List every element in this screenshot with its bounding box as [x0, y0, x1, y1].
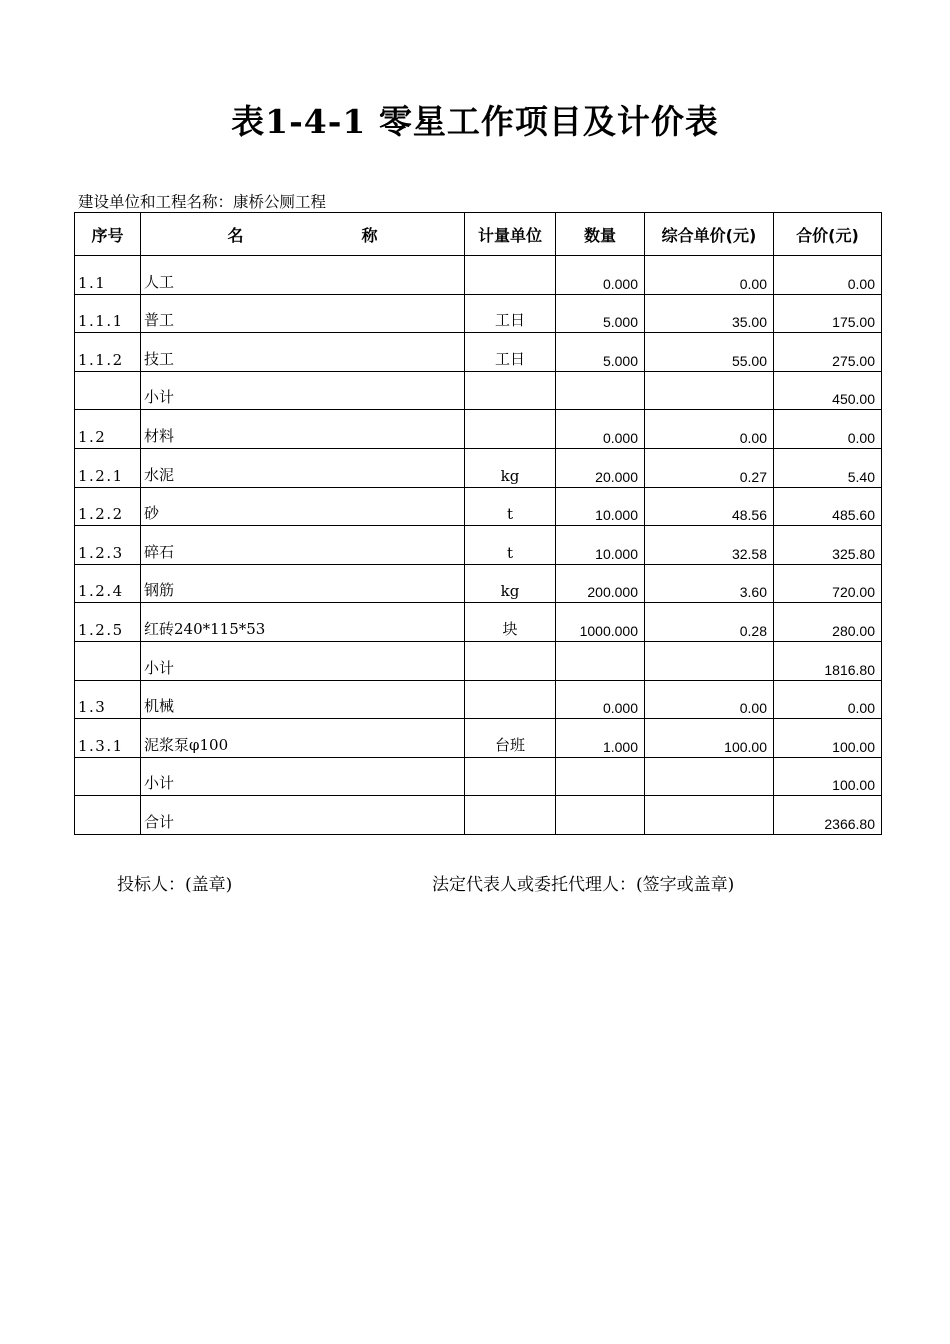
table-row [75, 410, 882, 449]
header-name-right: 称 [361, 225, 378, 245]
cell-unit [465, 757, 556, 796]
cell-name: 技工 [141, 333, 465, 372]
cell-name: 机械 [141, 680, 465, 719]
cell-price: 0.28 [645, 603, 774, 642]
cell-price: 0.27 [645, 448, 774, 487]
cell-total: 2366.80 [774, 796, 882, 835]
cell-qty: 0.000 [556, 410, 645, 449]
cell-qty [556, 796, 645, 835]
cell-price: 48.56 [645, 487, 774, 526]
cell-qty: 5.000 [556, 294, 645, 333]
cell-total: 450.00 [774, 371, 882, 410]
cell-price: 3.60 [645, 564, 774, 603]
cell-total: 100.00 [774, 757, 882, 796]
table-row [75, 603, 882, 642]
cell-name: 红砖240*115*53 [141, 603, 465, 642]
cell-total: 0.00 [774, 680, 882, 719]
cell-total: 325.80 [774, 526, 882, 565]
cell-name: 小计 [141, 371, 465, 410]
page-title: 表1-4-1 零星工作项目及计价表 [231, 102, 719, 141]
table-row [75, 256, 882, 295]
cell-unit: t [465, 526, 556, 565]
project-name-label: 建设单位和工程名称：康桥公厕工程 [78, 193, 327, 211]
cell-unit [465, 371, 556, 410]
cell-qty [556, 371, 645, 410]
cell-name: 人工 [141, 256, 465, 295]
cell-qty: 10.000 [556, 526, 645, 565]
cell-no: 1.2.5 [75, 603, 141, 642]
cell-qty: 0.000 [556, 680, 645, 719]
table-row [75, 680, 882, 719]
cell-unit [465, 410, 556, 449]
header-unit: 计量单位 [465, 213, 556, 256]
cell-qty: 200.000 [556, 564, 645, 603]
cell-no [75, 641, 141, 680]
cell-name: 小计 [141, 641, 465, 680]
cell-name: 钢筋 [141, 564, 465, 603]
cell-no: 1.2 [75, 410, 141, 449]
cell-unit: kg [465, 448, 556, 487]
cell-no [75, 796, 141, 835]
table-row [75, 796, 882, 835]
cell-unit [465, 796, 556, 835]
cell-total: 280.00 [774, 603, 882, 642]
cell-price [645, 371, 774, 410]
cell-name: 水泥 [141, 448, 465, 487]
cell-unit: 台班 [465, 719, 556, 758]
table-row [75, 719, 882, 758]
cell-total: 175.00 [774, 294, 882, 333]
cell-qty: 10.000 [556, 487, 645, 526]
table-header-row [75, 213, 882, 256]
cell-price: 0.00 [645, 680, 774, 719]
header-qty: 数量 [556, 213, 645, 256]
cell-total: 0.00 [774, 410, 882, 449]
cell-unit: t [465, 487, 556, 526]
bidder-signature-label: 投标人：(盖章) [117, 875, 233, 895]
cell-price: 0.00 [645, 410, 774, 449]
table-row [75, 371, 882, 410]
cell-unit: 块 [465, 603, 556, 642]
cell-name: 小计 [141, 757, 465, 796]
table-row [75, 526, 882, 565]
cell-price: 0.00 [645, 256, 774, 295]
cell-price [645, 757, 774, 796]
cell-unit: 工日 [465, 333, 556, 372]
cell-price: 100.00 [645, 719, 774, 758]
cell-no: 1.1.2 [75, 333, 141, 372]
cell-unit: kg [465, 564, 556, 603]
cell-unit [465, 680, 556, 719]
cell-name: 碎石 [141, 526, 465, 565]
cell-price: 32.58 [645, 526, 774, 565]
cell-price [645, 796, 774, 835]
cell-no: 1.2.4 [75, 564, 141, 603]
cell-no: 1.3 [75, 680, 141, 719]
header-name [141, 213, 465, 256]
cell-total: 100.00 [774, 719, 882, 758]
cell-name: 砂 [141, 487, 465, 526]
table-row [75, 641, 882, 680]
cell-total: 5.40 [774, 448, 882, 487]
cell-qty: 1000.000 [556, 603, 645, 642]
cell-no [75, 757, 141, 796]
cell-qty: 1.000 [556, 719, 645, 758]
cell-name: 泥浆泵φ100 [141, 719, 465, 758]
cell-no [75, 371, 141, 410]
table-row [75, 487, 882, 526]
table-row [75, 294, 882, 333]
table-row [75, 448, 882, 487]
header-name-left: 名 [227, 225, 244, 245]
cell-total: 485.60 [774, 487, 882, 526]
cell-price: 35.00 [645, 294, 774, 333]
pricing-table [74, 212, 882, 835]
cell-unit: 工日 [465, 294, 556, 333]
table-row [75, 564, 882, 603]
cell-no: 1.2.1 [75, 448, 141, 487]
cell-qty [556, 641, 645, 680]
header-no: 序号 [75, 213, 141, 256]
cell-no: 1.2.3 [75, 526, 141, 565]
cell-total: 720.00 [774, 564, 882, 603]
cell-unit [465, 256, 556, 295]
cell-price [645, 641, 774, 680]
cell-no: 1.1.1 [75, 294, 141, 333]
cell-name: 普工 [141, 294, 465, 333]
table-row [75, 757, 882, 796]
cell-total: 275.00 [774, 333, 882, 372]
cell-qty: 5.000 [556, 333, 645, 372]
cell-no: 1.1 [75, 256, 141, 295]
cell-qty [556, 757, 645, 796]
cell-name: 合计 [141, 796, 465, 835]
cell-no: 1.3.1 [75, 719, 141, 758]
cell-qty: 20.000 [556, 448, 645, 487]
cell-unit [465, 641, 556, 680]
cell-total: 0.00 [774, 256, 882, 295]
header-price: 综合单价(元) [645, 213, 774, 256]
header-total: 合价(元) [774, 213, 882, 256]
table-row [75, 333, 882, 372]
cell-price: 55.00 [645, 333, 774, 372]
representative-signature-label: 法定代表人或委托代理人：(签字或盖章) [432, 875, 735, 895]
cell-qty: 0.000 [556, 256, 645, 295]
cell-no: 1.2.2 [75, 487, 141, 526]
cell-total: 1816.80 [774, 641, 882, 680]
cell-name: 材料 [141, 410, 465, 449]
